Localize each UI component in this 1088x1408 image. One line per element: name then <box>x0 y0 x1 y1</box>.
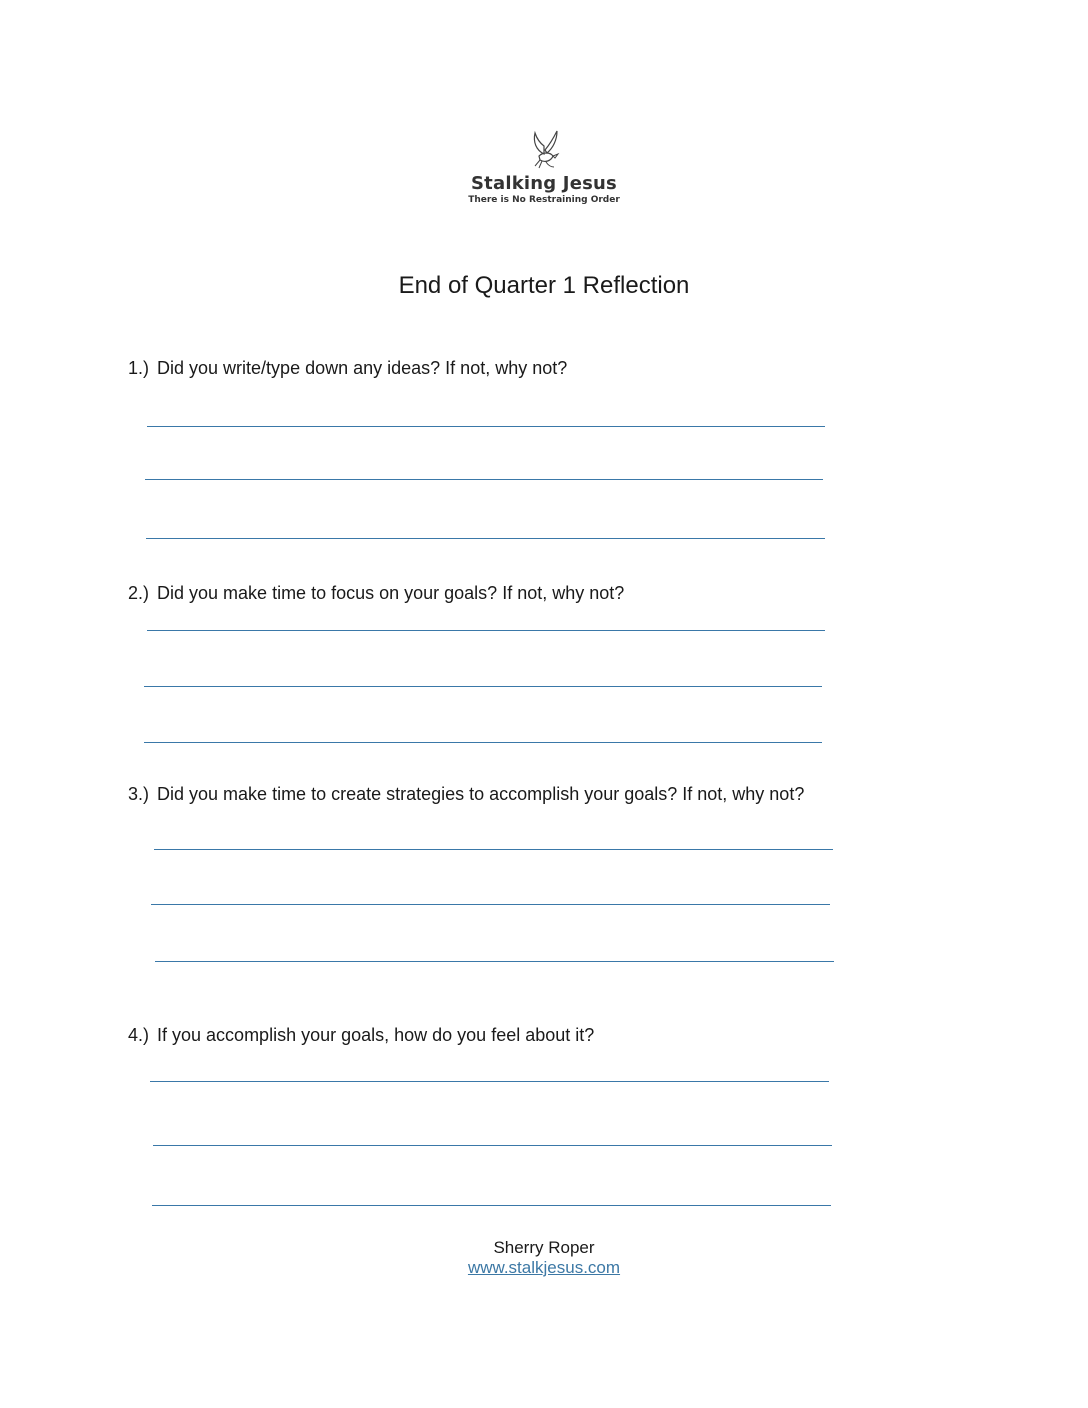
answer-line-4-1[interactable] <box>150 1081 829 1082</box>
answer-line-4-3[interactable] <box>152 1205 831 1206</box>
question-4-number: 4.) <box>128 1025 150 1045</box>
question-1-text: Did you write/type down any ideas? If not, why not? <box>157 358 568 378</box>
answer-line-4-2[interactable] <box>153 1145 832 1146</box>
website <box>0 1258 1088 1278</box>
logo-tagline: There is No Restraining Order <box>468 195 620 205</box>
question-1 <box>128 358 567 379</box>
answer-line-3-3[interactable] <box>155 961 834 962</box>
answer-line-2-2[interactable] <box>144 686 822 687</box>
question-3-number: 3.) <box>128 784 150 804</box>
logo <box>444 128 644 206</box>
answer-line-3-2[interactable] <box>151 904 830 905</box>
page-title: End of Quarter 1 Reflection <box>398 272 690 299</box>
dove-icon <box>524 128 564 172</box>
question-3 <box>128 784 804 805</box>
author-name: Sherry Roper <box>493 1238 595 1257</box>
logo-name: Stalking Jesus <box>471 173 617 194</box>
answer-line-1-2[interactable] <box>145 479 823 480</box>
question-1-number: 1.) <box>128 358 150 378</box>
answer-line-1-1[interactable] <box>147 426 825 427</box>
question-2-number: 2.) <box>128 583 150 603</box>
website-link[interactable]: www.stalkjesus.com <box>467 1258 621 1277</box>
question-3-text: Did you make time to create strategies to accomplish your goals? If not, why not? <box>157 784 805 804</box>
question-2-text: Did you make time to focus on your goals? If not, why not? <box>157 583 625 603</box>
question-2 <box>128 583 624 604</box>
answer-line-3-1[interactable] <box>154 849 833 850</box>
question-4 <box>128 1025 594 1046</box>
question-4-text: If you accomplish your goals, how do you feel about it? <box>157 1025 595 1045</box>
answer-line-1-3[interactable] <box>146 538 825 539</box>
answer-line-2-1[interactable] <box>147 630 825 631</box>
answer-line-2-3[interactable] <box>144 742 822 743</box>
